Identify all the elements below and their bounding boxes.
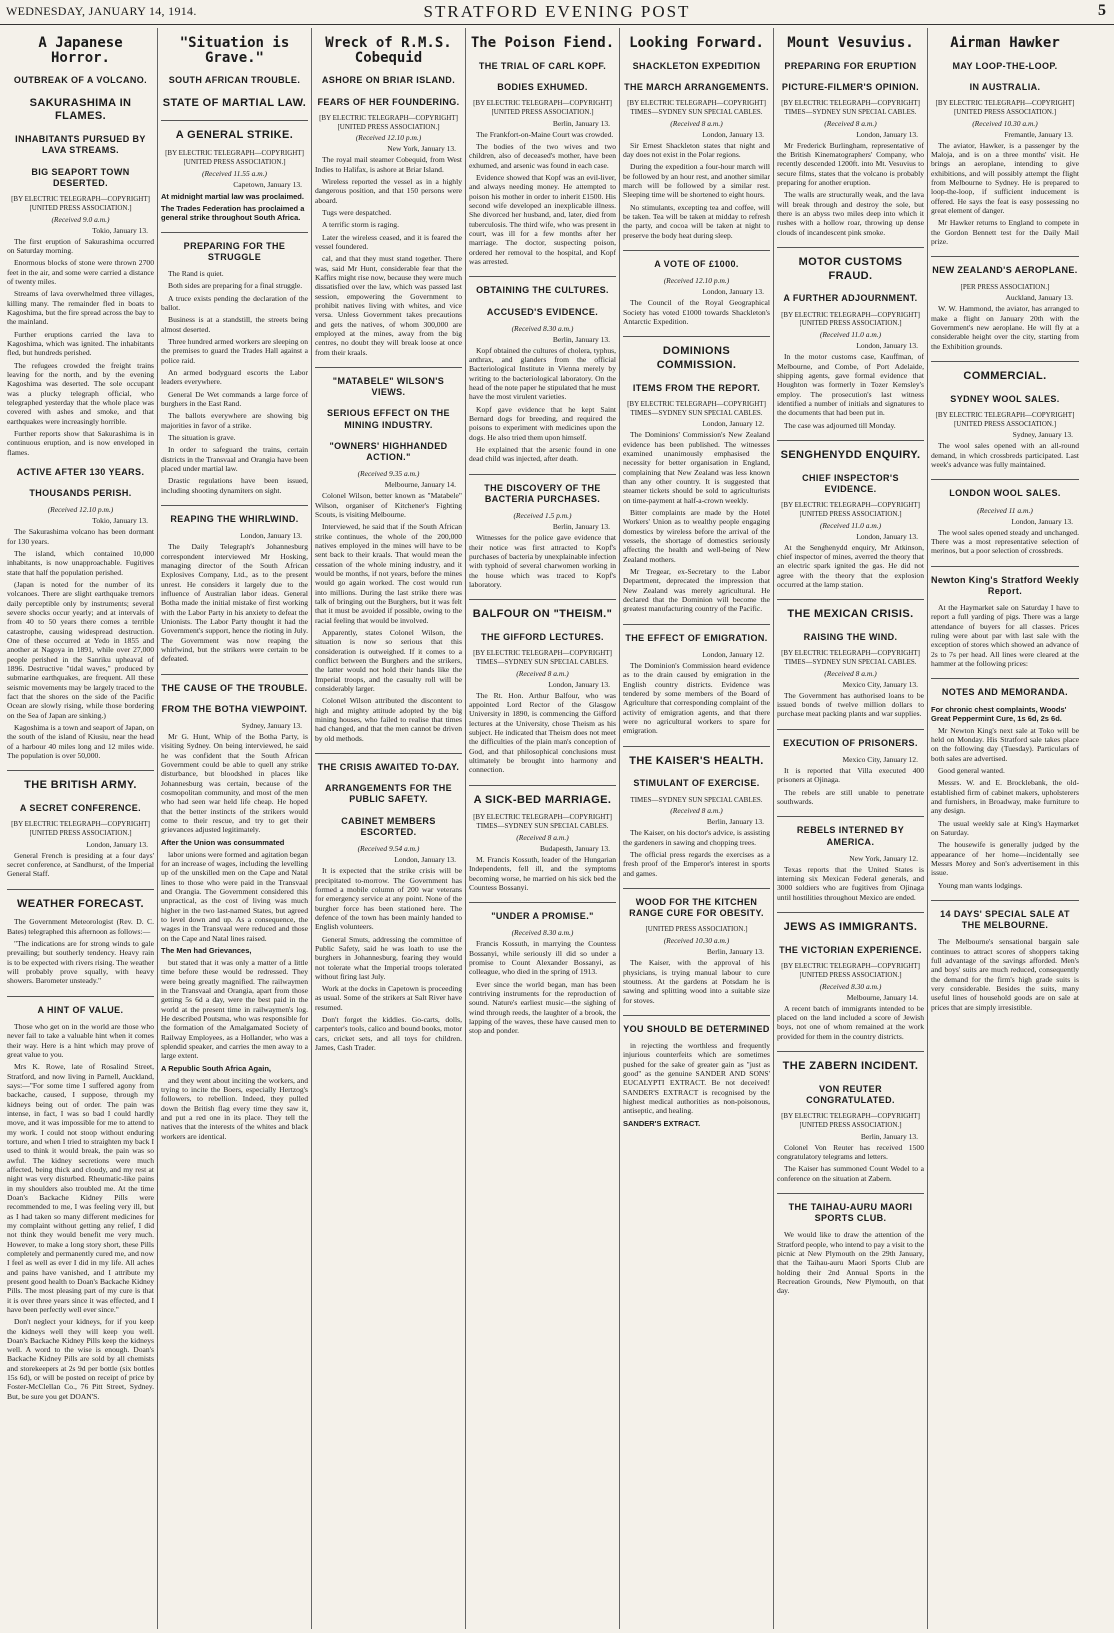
headline: A GENERAL STRIKE.: [161, 120, 308, 143]
column-title: Wreck of R.M.S. Cobequid: [325, 35, 452, 66]
paragraph: Mr Frederick Burlingham, representative of the British Kinematographers' Company, who recently descended 1200ft. into Mt. Vesuvius to secure films, states that the volcano is probably preparing for another eruption.: [777, 140, 924, 187]
cable-credit: [BY ELECTRIC TELEGRAPH—COPYRIGHT] TIMES—SYDNEY SUN SPECIAL CABLES.: [473, 813, 612, 831]
paragraph: A recent batch of immigrants intended to be placed on the land included a score of Jewish boys, not one of whom remained at the work provided for them in the country districts.: [777, 1003, 924, 1041]
paragraph: Colonel Von Reuter has received 1500 congratulatory telegrams and letters.: [777, 1142, 924, 1161]
paragraph: Kagoshima is a town and seaport of Japan, on the south of the island of Kiusiu, near the head of a harbour 40 miles long and 12 miles wide. The population is over 50,000.: [7, 722, 154, 760]
dateline: London, January 13.: [1011, 516, 1073, 526]
paragraph: The situation is grave.: [168, 433, 236, 443]
paragraph: Mr Tregear, ex-Secretary to the Labor Department, deprecated the impression that New Zealand was merely agricultural. He declared that the Dominion will become the greatest manufacturing country of the Pacific.: [623, 567, 770, 614]
paragraph: labor unions were formed and agitation began for an increase of wages, including the levelling up of the unskilled men on the Cape and Natal lines to those who were paid in the Transvaal and Orangia. The Government considered this unpractical, as the cost of living was much higher in the two last-named States, but agreed to level down and up. As a consequence, the wages in the Transvaal were reduced and those on the Cape and Natal lines raised.: [161, 849, 308, 943]
cable-credit: [BY ELECTRIC TELEGRAPH—COPYRIGHT] TIMES—SYDNEY SUN SPECIAL CABLES.: [473, 649, 612, 666]
headline: PREPARING FOR ERUPTION: [784, 60, 917, 71]
dateline: London, January 13.: [86, 839, 148, 849]
headline: SAKURASHIMA IN FLAMES.: [29, 96, 132, 123]
paragraph: Later the wireless ceased, and it is feared the vessel foundered.: [315, 232, 462, 251]
headline: PREPARING FOR THE STRUGGLE: [161, 232, 308, 264]
column-1: [4, 28, 158, 1629]
dateline: Berlin, January 13.: [706, 947, 764, 957]
paragraph: A truce exists pending the declaration of the ballot.: [161, 293, 308, 313]
paragraph: It is reported that Villa executed 400 prisoners at Ojinaga.: [777, 765, 924, 785]
cable-credit: [BY ELECTRIC TELEGRAPH—COPYRIGHT] [UNITED PRESS ASSOCIATION.]: [473, 99, 612, 116]
headline: FEARS OF HER FOUNDERING.: [317, 96, 460, 107]
headline: WOOD FOR THE KITCHEN RANGE CURE FOR OBESITY.: [623, 888, 770, 920]
cable-credit: [PER PRESS ASSOCIATION.]: [960, 282, 1050, 291]
headline: SHACKLETON EXPEDITION: [632, 60, 761, 71]
dateline: London, January 13.: [856, 341, 918, 351]
paragraph: Kopf gave evidence that he kept Saint Bernard dogs for breeding, and required the poisons to experiment with medicines upon the dogs. He also tried them upon himself.: [469, 404, 616, 442]
dateline: Berlin, January 13.: [706, 817, 764, 827]
paragraph: Both sides are preparing for a final struggle.: [168, 281, 303, 291]
column-3: [312, 28, 466, 1629]
headline: A SECRET CONFERENCE.: [19, 802, 142, 813]
paragraph: in rejecting the worthless and frequently injurious counterfeits which are sometimes pushed for the sake of greater gain as "just as good" as the genuine SANDER AND SONS' EUCALYPTI EXTRACT. Be not deceived! SANDER'S EXTRACT is recognised by the highest medical authorities as non-poisonous, antiseptic, and healing.: [623, 1041, 770, 1116]
column-title: Airman Hawker: [950, 35, 1060, 51]
headline: REBELS INTERNED BY AMERICA.: [777, 816, 924, 848]
column-6: [774, 28, 928, 1629]
headline: DOMINIONS COMMISSION.: [623, 336, 770, 373]
paragraph: The Daily Telegraph's Johannesburg correspondent interviewed Mr Hosking, managing director of the South African Explosives Company, Ltd., as to the present unrest. He considers it largely due to the influence of Australian labor ideas. General Botha made the initial mistake of first working with the Labor Party in his anxiety to defeat the Unionists. The Labor Party thought it had the Government's support, hence the rioting in July. The Government was now reaping the whirlwind, but the strikers were certain to be defeated.: [161, 542, 308, 664]
cable-credit: [BY ELECTRIC TELEGRAPH—COPYRIGHT] [UNITED PRESS ASSOCIATION.]: [11, 820, 150, 837]
headline: THE CAUSE OF THE TROUBLE.: [161, 674, 308, 694]
dateline: Tokio, January 13.: [92, 225, 148, 235]
dateline: London, January 12.: [702, 649, 764, 659]
paragraph: In order to safeguard the trains, certain districts in the Transvaal and Orangia have been placed under martial law.: [161, 445, 308, 474]
column-7: [928, 28, 1082, 1629]
received-time: (Received 9.54 a.m.): [357, 844, 420, 854]
paragraph: The housewife is generally judged by the appearance of her home—incidentally see Messrs Morey and Son's advertisement in this issue.: [931, 840, 1079, 878]
headline: A SICK-BED MARRIAGE.: [469, 785, 616, 808]
paragraph: Enormous blocks of stone were thrown 2700 feet in the air, and some were carried a distance of twenty miles.: [7, 258, 154, 286]
headline: CABINET MEMBERS ESCORTED.: [341, 815, 436, 837]
headline: 14 DAYS' SPECIAL SALE AT THE MELBOURNE.: [931, 900, 1079, 932]
subheading: The Men had Grievances,: [161, 945, 252, 955]
cable-credit: TIMES—SYDNEY SUN SPECIAL CABLES.: [630, 795, 763, 804]
headline: THE MARCH ARRANGEMENTS.: [624, 81, 769, 92]
cable-credit: [BY ELECTRIC TELEGRAPH—COPYRIGHT] [UNITED PRESS ASSOCIATION.]: [319, 113, 458, 131]
cable-credit: [BY ELECTRIC TELEGRAPH—COPYRIGHT] TIMES—SYDNEY SUN SPECIAL CABLES.: [781, 649, 920, 666]
paragraph: General French is presiding at a four days' secret conference, at Sandhurst, of the Imperial General Staff.: [7, 850, 154, 879]
headline: SYDNEY WOOL SALES.: [950, 393, 1060, 404]
paragraph: Mr Hawker returns to England to compete in the Gordon Bennett test for the Daily Mail prize.: [931, 218, 1079, 246]
cable-credit: [BY ELECTRIC TELEGRAPH—COPYRIGHT] [UNITED PRESS ASSOCIATION.]: [935, 99, 1075, 116]
headline: OUTBREAK OF A VOLCANO.: [13, 75, 148, 86]
paragraph: The Dominion's Commission heard evidence as to the drain caused by emigration in the English country districts. Evidence was tendered by some members of the Board of Agriculture that corresponding complaint of the activity of emigration agents, and that there were no agricultural workers to spare for emigration.: [623, 660, 770, 736]
headline: THE DISCOVERY OF THE BACTERIA PURCHASES.: [469, 474, 616, 506]
column-title: The Poison Fiend.: [470, 35, 615, 51]
paragraph: The Dominions' Commission's New Zealand evidence has been published. The witnesses examined unanimously emphasised the necessity for better organisation in England, complaining that New Zealand was less known than any other country. It is suggested that steamer tickets should be sold to agriculturists on time-payment at half-a-crown weekly.: [623, 430, 770, 505]
dateline: New York, January 13.: [387, 144, 456, 154]
dateline: Auckland, January 13.: [1005, 293, 1073, 303]
paragraph: The island, which contained 10,000 inhabitants, is now unapproachable. Fugitives state that half the population perished.: [7, 549, 154, 577]
headline: WEATHER FORECAST.: [7, 889, 154, 912]
headline: STIMULANT OF EXERCISE.: [633, 778, 760, 789]
headline: MOTOR CUSTOMS FRAUD.: [777, 247, 924, 284]
paragraph: At the Haymarket sale on Saturday I have to report a full yarding of pigs. There was a large attendance of buyers for all classes. Prices ruling were about par with last sale with the exception of stores which showed an advance of 2s to 7s per head. All lines were cleared at the hammer at the following prices:: [931, 603, 1079, 669]
received-time: (Received 11.0 a.m.): [819, 330, 882, 340]
paragraph: Evidence showed that Kopf was an evil-liver, and always needing money. He attempted to poison his mother in order to inherit £1500. His second wife developed an inexplicable illness. She divorced her husband, and, later, died from tuberculosis. The third wife, who was present in court, was ill for a few months after her marriage. The doctor, suspecting poison, ordered her removal to the hospital, and Kopf was arrested.: [469, 173, 616, 266]
headline: STATE OF MARTIAL LAW.: [162, 96, 307, 109]
headline: REAPING THE WHIRLWIND.: [161, 505, 308, 525]
subheading: The Trades Federation has proclaimed a general strike throughout South Africa.: [161, 203, 305, 222]
paragraph: The wool sales opened with an all-round demand, in which crossbreds participated. Last week's advance was fully maintained.: [931, 441, 1079, 470]
dateline: Sydney, January 13.: [1012, 430, 1073, 440]
paragraph: An armed bodyguard escorts the Labor leaders everywhere.: [161, 368, 308, 387]
paragraph: A terrific storm is raging.: [322, 220, 399, 230]
paragraph: Mr Newton King's next sale at Toko will be held on Monday. His Stratford sale takes place on the following day (Tuesday). Particulars of both sales are advertised.: [931, 725, 1079, 763]
headline: ACCUSED'S EVIDENCE.: [486, 306, 599, 317]
dateline: London, January 12.: [702, 419, 764, 429]
column-title: A Japanese Horror.: [38, 35, 123, 66]
headline: MAY LOOP-THE-LOOP.: [952, 60, 1058, 71]
dateline: Berlin, January 13.: [552, 334, 610, 344]
headline: SOUTH AFRICAN TROUBLE.: [168, 75, 301, 86]
paragraph: M. Francis Kossuth, leader of the Hungarian Independents, fell ill, and the symptoms becoming worse, he married on his sick bed the Countess Bossanyi.: [469, 854, 616, 892]
paragraph: The Rand is quiet.: [168, 269, 224, 279]
paragraph: Work at the docks in Capetown is proceeding as usual. Some of the strikers at Salt River have resumed.: [315, 984, 462, 1012]
headline: THE MEXICAN CRISIS.: [777, 599, 924, 622]
page-number: 5: [1098, 2, 1106, 19]
cable-credit: [BY ELECTRIC TELEGRAPH—COPYRIGHT] [UNITED PRESS ASSOCIATION.]: [781, 310, 920, 328]
headline: THOUSANDS PERISH.: [29, 488, 132, 499]
received-time: (Received 9.0 a.m.): [51, 214, 110, 224]
paragraph: The Kaiser has summoned Count Wedel to a conference on the situation at Zabern.: [777, 1164, 924, 1183]
paragraph: Mr G. Hunt, Whip of the Botha Party, is visiting Sydney. On being interviewed, he said he was confident that the South African Government could be able to quell any strike disturbance, but bloodshed in places like Johannesburg was certain, because of the cosmopolitan community, and most of the men who had seen war held life cheap. He hoped that the better instincts of the strikers would come to their rescue, and try to get their grievances adjusted legitimately.: [161, 732, 308, 835]
received-time: (Received 8 a.m.): [516, 832, 569, 842]
paragraph: and they went about inciting the workers, and trying to incite the Boers, especially Hertzog's followers, to rebellion. Indeed, they pulled down the British flag every time they saw it, and put a red one in its place. They tell the natives that the interests of the whites and black workers are identical.: [161, 1075, 308, 1141]
dateline: New York, January 12.: [849, 853, 918, 863]
paragraph: The Kaiser, with the approval of his physicians, is trying manual labour to cure stoutness. At the gardens at Potsdam he is sawing and splitting wood into a suitable size for stoves.: [623, 958, 770, 1005]
paragraph: It is expected that the strike crisis will be precipitated to-morrow. The Government has formed a mobile column of 200 war veterans for emergency service at any point. None of the burgher force has been stationed here. The defence of the town has been mainly handed to English volunteers.: [315, 866, 462, 932]
received-time: (Received 10.30 a.m.): [663, 936, 730, 946]
paragraph: At the Senghenydd enquiry, Mr Atkinson, chief inspector of mines, averred the theory that an electric spark ignited the gas. He did not agree with the theory that the explosion occurred at the lamp station.: [777, 542, 924, 589]
headline: JEWS AS IMMIGRANTS.: [777, 912, 924, 935]
headline: THE EFFECT OF EMIGRATION.: [623, 624, 770, 644]
paragraph: The usual weekly sale at King's Haymarket on Saturday.: [931, 818, 1079, 837]
paragraph: No stimulants, excepting tea and coffee, will be taken. Tea will be taken at midday to refresh the party, and cocoa will be taken at night to preserve the body heat during sleep.: [623, 202, 770, 240]
dateline: London, January 13.: [240, 531, 302, 541]
headline: ARRANGEMENTS FOR THE PUBLIC SAFETY.: [325, 783, 452, 805]
paragraph: Further eruptions carried the lava to Kagoshima, which was ignited. The inhabitants fled, but hundreds perished.: [7, 329, 154, 358]
dateline: Capetown, January 13.: [233, 179, 302, 189]
paragraph: The walls are structurally weak, and the lava will break through and destroy the sole, but there is an abyss two miles deep into which it rushes with a hollow roar, throwing up dense clouds of incandescent pink smoke.: [777, 190, 924, 237]
headline: BALFOUR ON "THEISM.": [469, 599, 616, 622]
cable-credit: [BY ELECTRIC TELEGRAPH—COPYRIGHT] [UNITED PRESS ASSOCIATION.]: [781, 962, 920, 979]
dateline: Berlin, January 13.: [860, 1131, 918, 1141]
paragraph: The royal mail steamer Cobequid, from West Indies to Halifax, is ashore at Briar Island.: [315, 155, 462, 174]
dateline: Sydney, January 13.: [241, 721, 302, 731]
columns: [4, 28, 1110, 1629]
headline: ACTIVE AFTER 130 YEARS.: [16, 466, 145, 477]
received-time: (Received 8 a.m.): [670, 118, 723, 128]
headline: A VOTE OF £1000.: [623, 250, 770, 270]
paragraph: The Sakurashima volcano has been dormant for 130 years.: [7, 527, 154, 546]
paragraph: Colonel Wilson, better known as "Matabele" Wilson, organiser of Kitchener's Fighting Scouts, is visiting Melbourne.: [315, 491, 462, 520]
headline: THE TAIHAU-AURU MAORI SPORTS CLUB.: [777, 1193, 924, 1225]
masthead: [0, 0, 1114, 25]
headline: VON REUTER CONGRATULATED.: [806, 1083, 895, 1105]
received-time: (Received 8 a.m.): [824, 668, 877, 678]
headline: SENGHENYDD ENQUIRY.: [777, 440, 924, 463]
paragraph: Don't forget the kiddies. Go-carts, dolls, carpenter's tools, calico and bound books, motor cars, cricket sets, and all toys for children. James, Cash Trader.: [315, 1015, 462, 1053]
received-time: (Received 8.30 a.m.): [511, 928, 574, 938]
dateline: Berlin, January 13.: [552, 118, 610, 128]
headline: COMMERCIAL.: [931, 361, 1079, 384]
headline: LONDON WOOL SALES.: [931, 479, 1079, 499]
paragraph: Francis Kossuth, in marrying the Countess Bossanyi, while seriously ill did so under a promise to Count Alexander Bossanyi, as colleague, who died in the spring of 1913.: [469, 939, 616, 977]
paragraph: Colonel Wilson attributed the discontent to high and mighty attitude adopted by the big mining houses, who failed to realise that times had changed, and that the men cannot be driven by old methods.: [315, 696, 462, 743]
dateline: Budapesth, January 13.: [540, 843, 610, 853]
received-time: (Received 11.55 a.m.): [201, 168, 268, 178]
paragraph: Further reports show that Sakurashima is in continuous eruption, and is now enveloped in flames.: [7, 428, 154, 457]
headline: THE ZABERN INCIDENT.: [777, 1051, 924, 1074]
headline: PICTURE-FILMER'S OPINION.: [781, 81, 920, 92]
paragraph: The Government has authorised loans to be issued bonds of twelve million dollars to purchase meat packing plants and war supplies.: [777, 690, 924, 719]
received-time: (Received 8 a.m.): [670, 806, 723, 816]
headline: Newton King's Stratford Weekly Report.: [931, 566, 1079, 598]
paragraph: The case was adjourned till Monday.: [784, 420, 896, 430]
paragraph: He explained that the arsenic found in one dead child was injected, after death.: [469, 445, 616, 464]
column-5: [620, 28, 774, 1629]
headline: BODIES EXHUMED.: [497, 81, 588, 92]
paragraph: Those who get on in the world are those who never fail to take a valuable hint when it comes their way. Here is a hint which may prove of great value to you.: [7, 1022, 154, 1059]
headline: SERIOUS EFFECT ON THE MINING INDUSTRY.: [327, 408, 450, 430]
paragraph: The bodies of the two wives and two children, also of deceased's mother, have been exhumed, and arsenic was found in each case.: [469, 142, 616, 170]
paragraph: General Smuts, addressing the committee of Public Safety, said he was loath to use the burghers in Johannesburg, fearing they would not tolerate what the Imperial troops tolerated without firing last July.: [315, 934, 462, 981]
headline: OBTAINING THE CULTURES.: [469, 276, 616, 296]
headline: THE GIFFORD LECTURES.: [481, 631, 604, 642]
dateline: Fremantle, January 13.: [1004, 129, 1073, 139]
headline: INHABITANTS PURSUED BY LAVA STREAMS.: [15, 134, 146, 156]
received-time: (Received 10.30 a.m.): [972, 118, 1038, 128]
paragraph: (Japan is noted for the number of its volcanoes. There are slight earthquake tremors daily perceptible only by instruments; several severe shocks occur yearly; and at intervals of from 40 to 50 years there comes a terrible catastrophe, causing widespread destruction. One of these occurred at Yedo in 1855 and another at Nagoya in 1891, while over 27,000 people perished in the Sanriku upheaval of 1896. Destructive "tidal waves," produced by submarine earthquakes, are frequent. All these seismic movements may be largely traced to the fact that the shores on the side of the Pacific Ocean are slowly rising, while those bordering on the Sea of Japan are sinking.): [7, 579, 154, 720]
newspaper-title: STRATFORD EVENING POST: [423, 2, 691, 21]
paragraph: We would like to draw the attention of the Stratford people, who intend to pay a visit to the picnic at New Plymouth on the 29th January, that the Taihau-auru Maori Sports Club are holding their 2nd Annual Sports in the Recreation Grounds, New Plymouth, on that day.: [777, 1230, 924, 1296]
paragraph: The rebels are still unable to penetrate southwards.: [777, 787, 924, 806]
paragraph: The aviator, Hawker, is a passenger by the Maloja, and is on a three months' visit. He brings an aeroplane, intending to give exhibitions, and will possibly attempt the flight from Melbourne to Sydney. He is prepared to loop-the-loop, if sufficient inducement is offered. He says the feat is easy possessing no great element of danger.: [931, 140, 1079, 215]
paragraph: W. W. Hammond, the aviator, has arranged to make a flight on January 20th with the Government's new aeroplane. He will fly at a considerable height over the city, starting from the Exhibition grounds.: [931, 304, 1079, 351]
paragraph: Interviewed, he said that if the South African strike continues, the whole of the 200,000 natives employed in the mines will have to be sent back to their kraals. That would mean the cessation of the whole mining industry, and it would be months, if not years, before the mines would go again worked. The cost would run into millions. During the last strike there was talk of bringing out the Burghers, but it was felt that it must be avoided if possible, owing to the racial feeling that would be involved.: [315, 522, 462, 625]
paragraph: but stated that it was only a matter of a little time before these would be redressed. They were being greatly magnified. The railwaymen in the Transvaal and Orangia, apart from those getting 5s 6d a day, were the best paid in the world at the present time in railwaymen's log. He described Poutsma, who was responsible for the formation of the Amalgamated Society of Railway Employees, as a Hollander, who was a splendid speaker, and carries the men away to a large extent.: [161, 957, 308, 1061]
paragraph: Tugs were despatched.: [322, 208, 392, 218]
headline: ITEMS FROM THE REPORT.: [632, 382, 761, 393]
received-time: (Received 8.30 a.m.): [511, 323, 574, 333]
headline: "MATABELE" WILSON'S VIEWS.: [315, 367, 462, 399]
paragraph: "The indications are for strong winds to gale prevailing; but southerly tendency. Heavy rain is to be expected with rivers rising. The weather will probably prove squally, with heavy showers. Barometer unsteady.": [7, 939, 154, 986]
paragraph: Apparently, states Colonel Wilson, the situation is now so serious that this consideration is outweighed. If it comes to a conflict between the Burghers and the strikers, the latter would not hold their hands like the Imperial troops, and the casualty roll will be considerably larger.: [315, 628, 462, 693]
dateline: London, January 13.: [856, 129, 918, 139]
received-time: (Received 8 a.m.): [824, 118, 877, 128]
dateline: London, January 13.: [856, 531, 918, 541]
received-time: (Received 8.30 a.m.): [819, 981, 882, 991]
paragraph: General De Wet commands a large force of burghers in the East Rand.: [161, 389, 308, 409]
paragraph: Young man wants lodgings.: [938, 880, 1023, 890]
headline: THE KAISER'S HEALTH.: [623, 746, 770, 769]
dateline: London, January 13.: [394, 855, 456, 865]
received-time: (Received 11 a.m.): [977, 505, 1033, 515]
subheading: After the Union was consummated: [161, 837, 285, 847]
paragraph: Texas reports that the United States is interning six Mexican Federal generals, and 3000 soldiers who are fugitives from Ojinaga until hostilities throughout Mexico are ended.: [777, 864, 924, 902]
received-time: (Received 11.0 a.m.): [819, 520, 882, 530]
headline: THE BRITISH ARMY.: [7, 770, 154, 793]
paragraph: The ballots everywhere are showing big majorities in favor of a strike.: [161, 411, 308, 430]
headline: NEW ZEALAND'S AEROPLANE.: [931, 256, 1079, 276]
subheading: For chronic chest complaints, Woods' Great Peppermint Cure, 1s 6d, 2s 6d.: [931, 704, 1067, 723]
paragraph: The Government Meteorologist (Rev. D. C. Bates) telegraphed this afternoon as follows:—: [7, 917, 154, 936]
received-time: (Received 12.10 p.m.): [47, 505, 114, 515]
dateline: Mexico City, January 13.: [842, 679, 918, 689]
column-4: [466, 28, 620, 1629]
cable-credit: [BY ELECTRIC TELEGRAPH—COPYRIGHT] [UNITED PRESS ASSOCIATION.]: [11, 195, 150, 212]
paragraph: Ever since the world began, man has been contriving instruments for the reproduction of sound. Nature's earliest music—the sighing of wind through reeds, the laughter of a brook, the lapping of the waves, these have caused men to stop and ponder.: [469, 979, 616, 1036]
paragraph: Sir Ernest Shackleton states that night and day does not exist in the Polar regions.: [623, 140, 770, 160]
paragraph: During the expedition a four-hour march will be followed by an hour rest, and another similar march will be followed by a similar rest. Sleeping time will be shortened to eight hours.: [623, 162, 770, 200]
paragraph: The first eruption of Sakurashima occurred on Saturday morning.: [7, 236, 154, 255]
received-time: (Received 12.10 p.m.): [663, 276, 730, 286]
headline: FROM THE BOTHA VIEWPOINT.: [161, 703, 308, 714]
paragraph: Witnesses for the police gave evidence that their notice was first attracted to Kopf's purchases of bacteria by unexplainable infection with typhoid of several charwomen working in the house which was traced to Kopf's laboratory.: [469, 533, 616, 589]
paragraph: The Melbourne's sensational bargain sale continues to attract scores of shoppers taking full advantage of the savings afforded. Men's and boys' suits are much reduced, consequently the demand for the firm's high grade suits is very considerable. Besides the suits, many useful lines of household goods are on sale at prices that are simply irresistible.: [931, 937, 1079, 1012]
headline: EXECUTION OF PRISONERS.: [777, 729, 924, 749]
received-time: (Received 8 a.m.): [516, 668, 569, 678]
headline: "OWNERS' HIGHHANDED ACTION.": [329, 440, 448, 463]
headline: A FURTHER ADJOURNMENT.: [783, 293, 918, 304]
column-title: Looking Forward.: [629, 35, 764, 51]
dateline: Melbourne, January 14.: [384, 480, 456, 490]
column-title: Mount Vesuvius.: [787, 35, 914, 51]
received-time: (Received 12.10 p.m.): [355, 133, 422, 143]
paragraph: The Kaiser, on his doctor's advice, is assisting the gardeners in sawing and chopping trees.: [623, 828, 770, 847]
column-2: [158, 28, 312, 1629]
paragraph: Mrs K. Rowe, late of Rosalind Street, Stratford, and now living in Parnell, Auckland, says:—"For some time I suffered agony from backache, caused, I suppose, through my kidneys being out of order. The pain was intense, in fact, I was so bad I could hardly move, and it was impossible for me to attend to my work. I could not stoop without enduring torture, and when I tried to straighten my back I used to think it would break, the pain was so awful. The kidney secretions were much affected, being thick and cloudy, and my rest at night was very disturbed. Rheumatic-like pains in my shoulders also troubled me. At the time Doan's Backache Kidney Pills were recommended to me, I was feeling very ill, but as I had taken so many different medicines for my complaint without getting any relief, I did not think they would benefit me very much. However, to make a long story short, these Pills completely and permanently cured me, and now I feel as well as ever I did in my life. All aches and pains have vanished, and I attribute my present good health to Doan's Backache Kidney Pills. The most pleasing part of my cure is that it is over three years since it was effected, and I have been perfectly well ever since.": [7, 1062, 154, 1314]
paragraph: Wireless reported the vessel as in a highly dangerous position, and that 150 persons were aboard.: [315, 177, 462, 205]
headline: RAISING THE WIND.: [803, 631, 898, 642]
cable-credit: [BY ELECTRIC TELEGRAPH—COPYRIGHT] TIMES—SYDNEY SUN SPECIAL CABLES.: [781, 99, 920, 116]
dateline: London, January 13.: [702, 287, 764, 297]
dateline: London, January 13.: [702, 129, 764, 139]
paragraph: The Council of the Royal Geographical Society has voted £1000 towards Shackleton's Antarctic Expedition.: [623, 298, 770, 326]
subheading: SANDER'S EXTRACT.: [623, 1118, 701, 1128]
headline: THE CRISIS AWAITED TO-DAY.: [315, 753, 462, 773]
received-time: (Received 1.5 p.m.): [513, 511, 572, 521]
dateline: Tokio, January 13.: [92, 516, 148, 526]
headline: NOTES AND MEMORANDA.: [931, 678, 1079, 698]
dateline: Mexico City, January 12.: [842, 754, 918, 764]
paragraph: Bitter complaints are made by the Hotel Workers' Union as to wealthy people engaging domestics by wireless before the arrival of the vessels, the shortage of domestics seriously affecting the health and well-being of New Zealand mothers.: [623, 508, 770, 564]
paragraph: cal, and that they must stand together. There was, said Mr Hunt, considerable fear that the Kaffirs might rise now, because they were much dissatisfied over the law, which was passed last session, empowering the Government to prohibit natives living with whites, and vice versa. Unless Government takes precautions and gets the natives, of whom 300,000 are employed at the mines, away from the big centres, no doubt they will break loose at once from their kraals.: [315, 254, 462, 357]
paragraph: In the motor customs case, Kauffman, of Melbourne, and Combe, of Port Adelaide, shipping agents, gave formal evidence that Houghton was formerly in Tozer Kemsley's employ. The prosecution's last witness identified a number of initials and signatures to the documents that had been put in.: [777, 352, 924, 418]
cable-credit: [UNITED PRESS ASSOCIATION.]: [645, 925, 748, 934]
cable-credit: [BY ELECTRIC TELEGRAPH—COPYRIGHT] TIMES—SYDNEY SUN SPECIAL CABLES.: [627, 99, 766, 116]
headline: YOU SHOULD BE DETERMINED: [623, 1015, 770, 1035]
headline: "UNDER A PROMISE.": [469, 902, 616, 922]
headline: IN AUSTRALIA.: [969, 81, 1041, 92]
subheading: A Republic South Africa Again,: [161, 1063, 272, 1073]
paragraph: Messrs. W. and E. Brocklebank, the old-established firm of cabinet makers, upholsterers and furnishers, in Broadway, make furniture to any design.: [931, 778, 1079, 816]
paragraph: The refugees crowded the freight trains leaving for the north, and by the evening Kagoshima was deserted. The sole occupant was a plucky telegraph official, who telegraphed yesterday that the whole place was covered with ashes and smoke, and that earthquakes were increasingly horrible.: [7, 360, 154, 426]
paragraph: Business is at a standstill, the streets being almost deserted.: [161, 315, 308, 334]
cable-credit: [BY ELECTRIC TELEGRAPH—COPYRIGHT] [UNITED PRESS ASSOCIATION.]: [781, 501, 920, 518]
headline: BIG SEAPORT TOWN DESERTED.: [31, 166, 130, 188]
paragraph: The Rt. Hon. Arthur Balfour, who was appointed Lord Rector of the Glasgow University in 1890, is commencing the Gifford lectures at the University, chose Theism as his subject. He indicated that Theism does not meet the difficulties of the plain man's conception of God, and that philosophical conclusions must ultimately be brought into harmony and connection.: [469, 690, 616, 775]
dateline: Berlin, January 13.: [552, 522, 610, 532]
paragraph: Good general wanted.: [938, 766, 1005, 776]
paragraph: The wool sales opened steady and unchanged. There was a most representative selection of merinos, but a poor selection of crossbreds.: [931, 527, 1079, 556]
headline: ASHORE ON BRIAR ISLAND.: [321, 75, 456, 86]
cable-credit: [BY ELECTRIC TELEGRAPH—COPYRIGHT] [UNITED PRESS ASSOCIATION.]: [935, 410, 1075, 428]
paragraph: Drastic regulations have been issued, including shooting dynamiters on sight.: [161, 476, 308, 495]
paragraph: The official press regards the exercises as a fresh proof of the Emperor's interest in sports and games.: [623, 849, 770, 878]
headline: A HINT OF VALUE.: [7, 996, 154, 1016]
dateline: Melbourne, January 14.: [846, 992, 918, 1002]
paragraph: Three hundred armed workers are sleeping on the premises to guard the Trades Hall against a police raid.: [161, 337, 308, 365]
cable-credit: [BY ELECTRIC TELEGRAPH—COPYRIGHT] TIMES—SYDNEY SUN SPECIAL CABLES.: [627, 399, 766, 417]
dateline: London, January 13.: [548, 679, 610, 689]
received-time: (Received 9.35 a.m.): [357, 469, 420, 479]
paragraph: Streams of lava overwhelmed three villages, killing many. The remainder fled in boats to Kagoshima, but the fire spread across the bay to the mainland.: [7, 289, 154, 327]
subheading: At midnight martial law was proclaimed.: [161, 191, 304, 201]
headline: THE VICTORIAN EXPERIENCE.: [779, 944, 922, 955]
headline: CHIEF INSPECTOR'S EVIDENCE.: [802, 472, 899, 494]
paragraph: The Frankfort-on-Maine Court was crowded.: [476, 129, 614, 139]
cable-credit: [BY ELECTRIC TELEGRAPH—COPYRIGHT] [UNITED PRESS ASSOCIATION.]: [165, 149, 304, 166]
headline: THE TRIAL OF CARL KOPF.: [478, 60, 607, 71]
issue-date: WEDNESDAY, JANUARY 14, 1914.: [6, 4, 197, 18]
cable-credit: [BY ELECTRIC TELEGRAPH—COPYRIGHT] [UNITED PRESS ASSOCIATION.]: [781, 1112, 920, 1129]
column-title: "Situation is Grave.": [179, 35, 290, 66]
paragraph: Kopf obtained the cultures of cholera, typhus, anthrax, and glanders from the official Bacteriological Institute in Vienna merely by writing to the bacteriological laboratory. On the head of the note paper he stipulated that he must have the most virulent varieties.: [469, 345, 616, 402]
paragraph: Don't neglect your kidneys, for if you keep the kidneys well they will keep you well. Doan's Backache Kidney Pills keep the kidneys well. A word to the wise is enough. Doan's Backache Kidney Pills are sold by all chemists and storekeepers at 2s 9d per bottle (six bottles 15s 6d), or will be posted on receipt of price by Foster-McClellan Co., 76 Pitt Street, Sydney. But, be sure you get DOAN'S.: [7, 1317, 154, 1401]
